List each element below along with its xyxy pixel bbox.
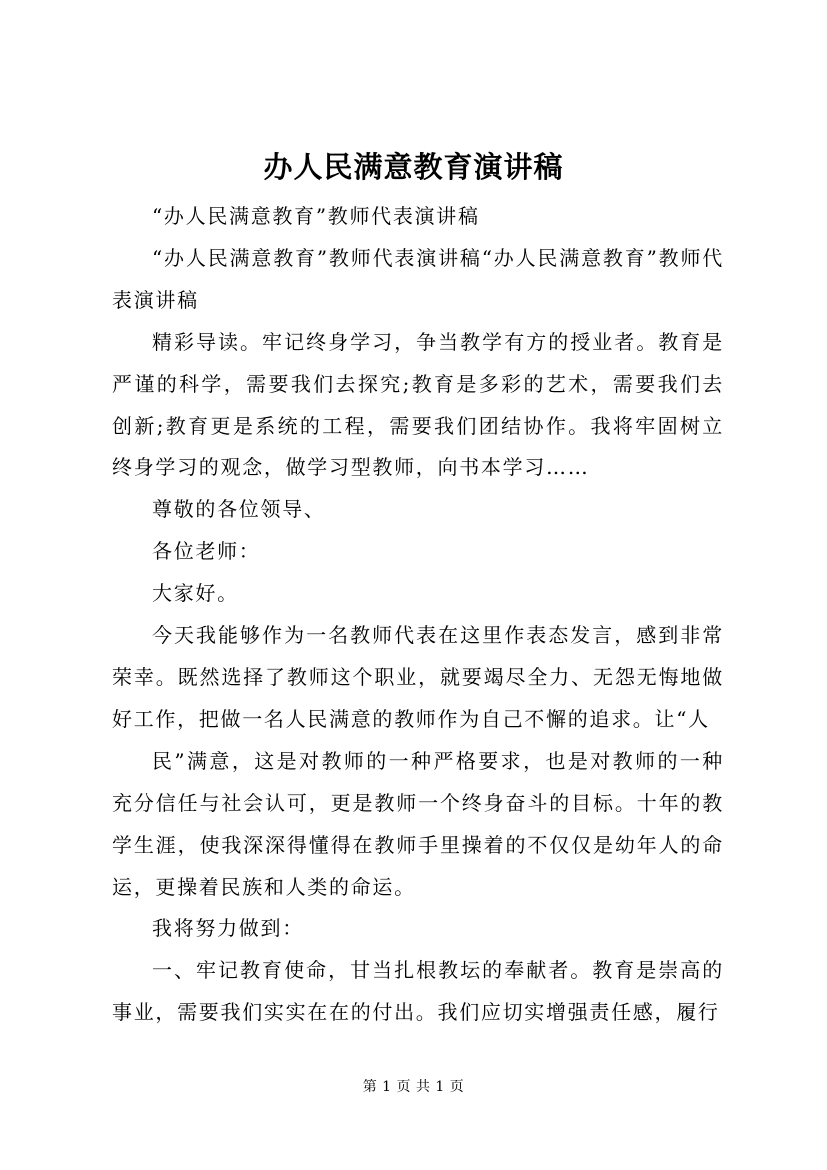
paragraph-salutation-leaders: 尊敬的各位领导、 [152, 497, 326, 522]
document-body [112, 196, 724, 1034]
paragraph-salutation-teachers: 各位老师： [152, 539, 261, 564]
paragraph-point-1: 一、牢记教育使命，甘当扎根教坛的奉献者。教育是崇高的事业，需要我们实实在在的付出。我们应切实增强责任感，履行 [112, 958, 724, 1025]
document-title: 办人民满意教育演讲稿 [263, 150, 564, 184]
page-number-footer: 第 1 页 共 1 页 [362, 1079, 465, 1095]
paragraph-intro: 精彩导读。牢记终身学习，争当教学有方的授业者。教育是严谨的科学，需要我们去探究;教育是多彩的艺术，需要我们去创新;教育更是系统的工程，需要我们团结协作。我将牢固树立终身学习的观念，做学习型教师，向书本学习…… [112, 329, 724, 480]
paragraph-subtitle: “办人民满意教育”教师代表演讲稿 [152, 204, 480, 228]
paragraph-body-2: 民”满意，这是对教师的一种严格要求，也是对教师的一种充分信任与社会认可，更是教师一个终身奋斗的目标。十年的教学生涯，使我深深得懂得在教师手里操着的不仅仅是幼年人的命运，更操着民族和人类的命运。 [112, 748, 724, 899]
paragraph-body-1: 今天我能够作为一名教师代表在这里作表态发言，感到非常荣幸。既然选择了教师这个职业，就要竭尽全力、无怨无悔地做好工作，把做一名人民满意的教师作为自己不懈的追求。让“人 [112, 623, 724, 731]
paragraph-greeting: 大家好。 [152, 581, 239, 606]
paragraph-commitment: 我将努力做到： [152, 916, 304, 941]
paragraph-repeated-title: “办人民满意教育”教师代表演讲稿“办人民满意教育”教师代表演讲稿 [112, 245, 724, 312]
